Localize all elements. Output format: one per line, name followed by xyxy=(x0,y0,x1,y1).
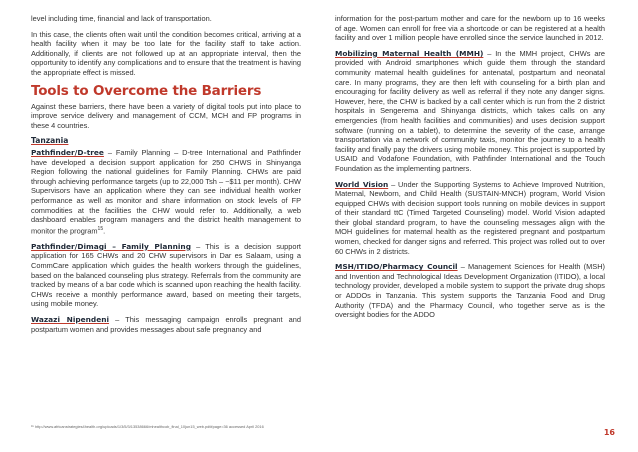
country-heading: Tanzania xyxy=(31,136,69,146)
program-description: – This is a decision support application for 165 CHWs and 20 CHW supervisors in Dar es Salaam, using a CommCare application which guides the health workers through the guidelines, based on the balanced counseling plus strategy. Referrals from the community are tracked by means of a bar code which is scanned upon reaching the health facility. CHWs receive a monthly performance award, based on meeting their targets, using mobile money. xyxy=(31,241,301,309)
program-item xyxy=(335,180,605,257)
paragraph: level including time, financial and lack of transportation. xyxy=(31,14,212,23)
footnote: ¹⁵ http://www.africanstrategies4health.org/uploads/1/3/5/3/13538666/mhealthcob_final_10jun15_web.pdf#page=36 accessed April 2016 xyxy=(31,424,264,429)
program-name: Mobilizing Maternal Health (MMH) xyxy=(335,48,484,58)
program-item xyxy=(335,262,605,320)
program-name: Wazazi Nipendeni xyxy=(31,314,110,324)
left-column xyxy=(31,14,301,340)
program-item xyxy=(31,315,301,334)
right-column xyxy=(335,14,605,326)
program-description: – Management Sciences for Health (MSH) and Invention and Technological Ideas Development Organization (ITIDO), a local technology provider, developed a mobile system to support the private drug shops or ADDOs in Tanzania. This system supports the Tanzania Food and Drug Authority (TFDA) and the Pharmacy Council, who together serve as is the oversight bodies for the ADDO xyxy=(335,262,605,320)
sentence-end: . xyxy=(103,226,106,236)
program-description: – In the MMH project, CHWs are provided with Android smartphones which guide them through the standard community maternal health guidelines for antenatal, postpartum and neonatal care. In many programs, they are then left with counseling for a birth plan and encouraging for facility delivery as well as referral if they note any danger signs. However, here, the CHW is backed by a call center which is run from the 2 district hospitals in Sengerema and Shinyanga districts, which takes calls on any emergencies (from health facilities and communities) and uses decision support software (running on a tablet), to determine the severity of the case, arrange transportation via a network of community taxis, monitor the journey to a health facility and finally pay the drivers using mobile money. This project is supported by USAID and Vodafone Foundation, with Pathfinder International and the Touch Foundation as the implementing partners. xyxy=(335,48,606,173)
program-item xyxy=(31,148,301,236)
program-item xyxy=(335,49,605,174)
page-number: 16 xyxy=(603,428,615,437)
program-name: MSH/ITIDO/Pharmacy Council xyxy=(335,262,458,272)
section-heading: Tools to Overcome the Barriers xyxy=(31,82,262,99)
program-description: – Under the Supporting Systems to Achieve Improved Nutrition, Maternal, Newborn, and Child Health (SUSTAIN-MNCH) program, World Vision equipped CHWs with decision support tools running on mobile devices in support of their standard ttC (Timed Targeted Counseling) model. World Vision adapted their global standard program, to have the counseling messages align with the MOH guidelines for maternal health as the registered pregnant and postpartum women, checked for danger signs and referred. This project was rolled out to over 60 CHWs in 2 districts. xyxy=(335,179,605,256)
paragraph: In this case, the clients often wait until the condition becomes critical, arriving at a health facility when it may be too late for the facility staff to take action. Additionally, if clients are not followed up at an appropriate interval, then the opportunity to identify any complications and to ensure that the treatment is having the appropriate effect is missed. xyxy=(31,29,301,77)
program-item xyxy=(31,242,301,309)
program-name: World Vision xyxy=(335,179,389,189)
footnote-ref: 15 xyxy=(97,225,104,232)
paragraph: information for the post-partum mother and care for the newborn up to 16 weeks of age. Women can enroll for free via a shortcode or can be registered at a health facility and over 1 million people have enrolled since the service launched in 2012. xyxy=(335,14,605,43)
program-name: Pathfinder/Dimagi – Family Planning xyxy=(31,241,191,251)
program-description: – This messaging campaign enrolls pregnant and postpartum women and provides messages about safe pregnancy and xyxy=(31,314,301,334)
paragraph: Against these barriers, there have been a variety of digital tools put into place to improve service delivery and management of CCM, MCH and FP programs in these 4 countries. xyxy=(31,101,301,130)
program-name: Pathfinder/D-tree xyxy=(31,147,104,157)
program-description: – Family Planning – D-tree International and Pathfinder have developed a decision support application for 250 CHWS in Shinyanga Region following the national guidelines for Family Planning. CHWs are paid through achieving performance targets (up to 22,000 Tsh – ~$11 per month). CHW Supervisors have an application where they can see individual health worker performance as well as monitor and share information on stock levels of FP commodities at the facilities the CHW would refer to. Additionally, a web dashboard enables program managers and the district health management to monitor the program xyxy=(31,147,301,236)
